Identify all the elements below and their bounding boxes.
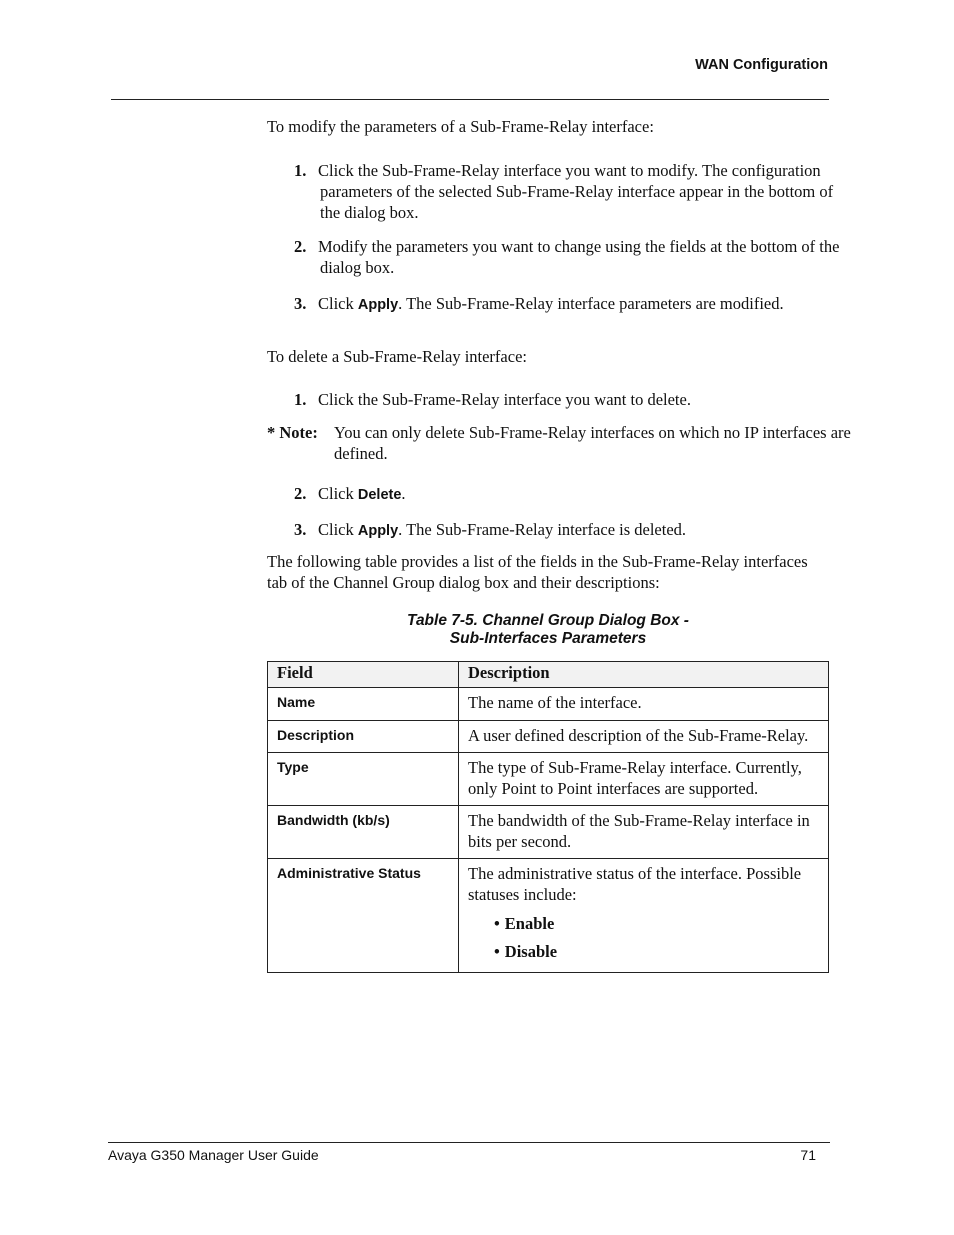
table-row [268, 720, 829, 753]
table-row [268, 859, 829, 973]
step-text-post: . The Sub-Frame-Relay interface parameters are modified. [398, 294, 784, 313]
header-section-title: WAN Configuration [695, 57, 828, 73]
description-cell: A user defined description of the Sub-Frame-Relay. [459, 720, 829, 753]
modify-intro: To modify the parameters of a Sub-Frame-Relay interface: [267, 117, 654, 136]
note-label: * Note: [267, 423, 318, 442]
step-text-pre: Click [318, 294, 358, 313]
delete-step-1 [294, 389, 850, 410]
delete-ui-label: Delete [357, 487, 402, 503]
table-caption [267, 612, 829, 648]
field-cell: Administrative Status [268, 859, 459, 973]
step-text-post: . [401, 484, 406, 503]
step-text-post: . The Sub-Frame-Relay interface is deleted. [398, 520, 687, 539]
table-caption-line-1: Table 7-5. Channel Group Dialog Box - [407, 612, 689, 629]
footer-page-number: 71 [800, 1147, 816, 1163]
status-option-enable: • Enable [494, 910, 819, 938]
parameters-table [267, 661, 829, 973]
modify-step-2 [294, 236, 850, 278]
step-number: 3. [294, 520, 307, 539]
column-header-description: Description [459, 662, 829, 688]
status-options-list [468, 910, 819, 966]
step-number: 1. [294, 161, 307, 180]
description-cell: The bandwidth of the Sub-Frame-Relay interface in bits per second. [459, 806, 829, 859]
table-intro: The following table provides a list of the fields in the Sub-Frame-Relay interfaces tab of the Channel Group dialog box and their descriptions: [267, 552, 808, 592]
table-row [268, 688, 829, 721]
step-number: 2. [294, 237, 307, 256]
field-cell: Name [268, 688, 459, 721]
delete-step-3 [294, 519, 850, 542]
note-text: You can only delete Sub-Frame-Relay interfaces on which no IP interfaces are defined. [334, 423, 851, 463]
field-cell: Description [268, 720, 459, 753]
table-header-row [268, 662, 829, 688]
column-header-field: Field [268, 662, 459, 688]
footer-divider [108, 1142, 830, 1143]
modify-step-1 [294, 160, 850, 223]
delete-intro: To delete a Sub-Frame-Relay interface: [267, 347, 527, 366]
delete-step-2 [294, 483, 850, 506]
step-number: 2. [294, 484, 307, 503]
step-text-pre: Click [318, 520, 358, 539]
field-cell: Bandwidth (kb/s) [268, 806, 459, 859]
header-divider [111, 99, 829, 100]
step-text: Click the Sub-Frame-Relay interface you want to delete. [318, 390, 691, 409]
apply-ui-label: Apply [357, 523, 399, 539]
step-text: Modify the parameters you want to change using the fields at the bottom of the dialog box. [318, 237, 840, 277]
description-text: The administrative status of the interface. Possible statuses include: [468, 864, 802, 904]
step-number: 3. [294, 294, 307, 313]
step-text-pre: Click [318, 484, 358, 503]
field-cell: Type [268, 753, 459, 806]
description-cell: The type of Sub-Frame-Relay interface. Currently, only Point to Point interfaces are supported. [459, 753, 829, 806]
apply-ui-label: Apply [357, 297, 399, 313]
step-text: Click the Sub-Frame-Relay interface you want to modify. The configuration parameters of the selected Sub-Frame-Relay interface appear in the bottom of the dialog box. [318, 161, 834, 222]
table-row [268, 753, 829, 806]
description-cell [459, 859, 829, 973]
table-caption-line-2: Sub-Interfaces Parameters [449, 630, 647, 647]
status-option-disable: • Disable [494, 938, 819, 966]
note-block [267, 422, 894, 464]
description-cell: The name of the interface. [459, 688, 829, 721]
step-number: 1. [294, 390, 307, 409]
footer-guide-title: Avaya G350 Manager User Guide [108, 1147, 319, 1163]
table-row [268, 806, 829, 859]
modify-step-3 [294, 293, 850, 316]
